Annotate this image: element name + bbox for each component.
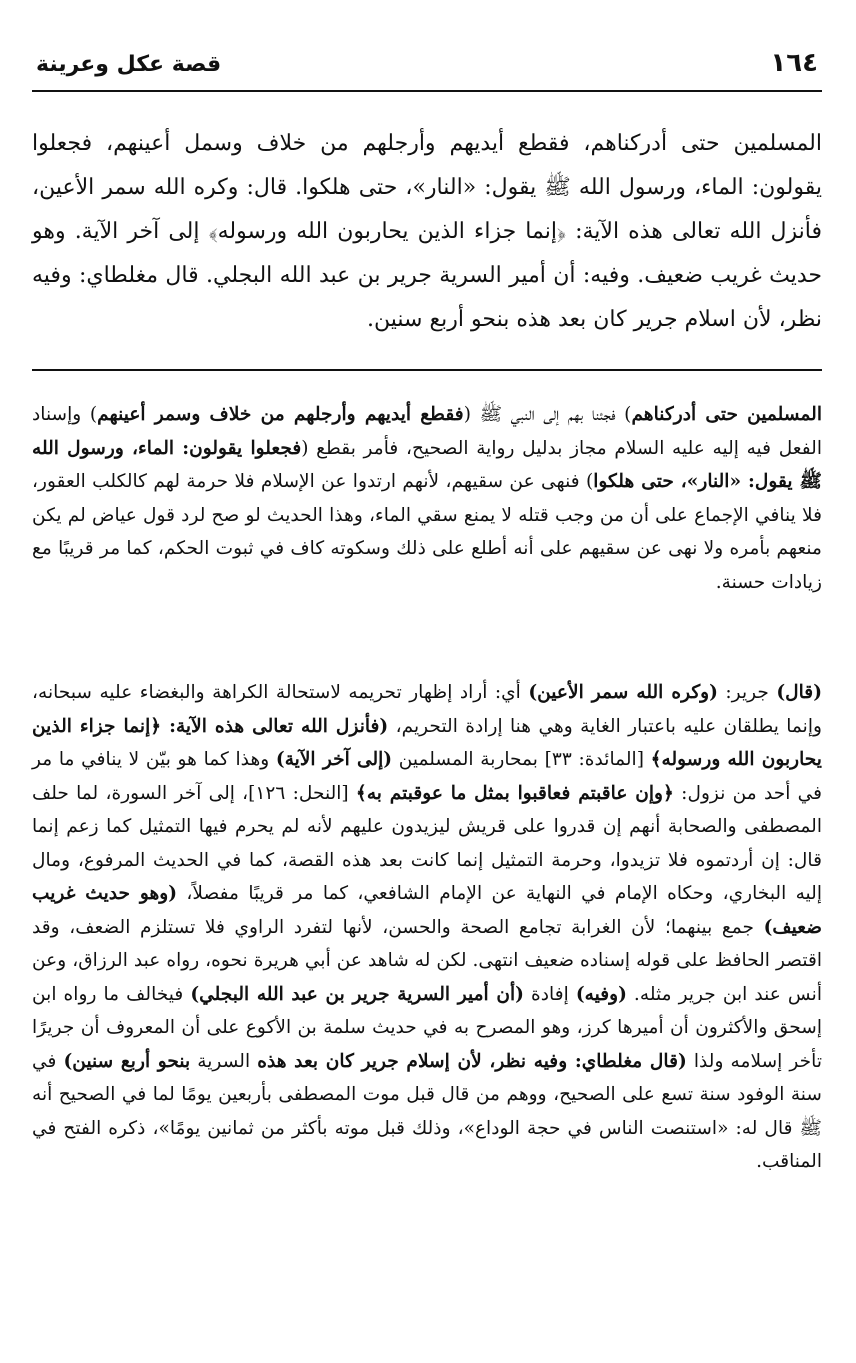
commentary-text: ) وإسناد الفعل فيه إليه عليه السلام مجاز بدليل رواية الصحيح، فأمر بقطع (	[32, 404, 822, 459]
quoted-text: ﴿وإن عاقبتم فعاقبوا بمثل ما عوقبتم به﴾	[355, 782, 674, 804]
quoted-text: (وفيه)	[575, 983, 627, 1005]
running-title: قصة عكل وعرينة	[36, 52, 222, 77]
commentary-text: أي: أراد إظهار تحريمه لاستحالة الكراهة والبغضاء عليه سبحانه، وإنما يطلقان عليه باعتبار الغاية وهي هنا إرادة التحريم،	[32, 682, 822, 737]
quoted-text: (إلى آخر الآية)	[275, 749, 393, 770]
quoted-text: (فأنزل الله تعالى هذه الآية: ﴿إنما جزاء الذين يحاربون الله ورسوله﴾	[32, 715, 822, 770]
commentary-text: [النحل: ١٢٦]، إلى آخر السورة، لما حلف المصطفى والصحابة أنهم إن قدروا على قريش ليزيدون عليهم لأنه لم يحرم فيها التمثيل كما زعم إنما قال: إن أردتموه فلا تزيدوا، وحرمة التمثيل إنما كانت بعد هذه القصة، كما في الحديث المرفوع، ومال إليه البخاري، وحكاه الإمام في النهاية عن الإمام الشافعي، كما مر قريبًا مفصلاً،	[32, 782, 822, 904]
commentary-text: السرية	[190, 1050, 258, 1072]
commentary-text: فيخالف ما رواه ابن إسحق والأكثرون أن أميرها كرز، وهو المصرح به في حديث سلمة بن الأكوع على أن المعروف أن جريرًا تأخر إسلامه ولذا	[32, 983, 823, 1072]
page-header	[32, 44, 822, 92]
commentary-text: وهذا كما هو بيّن لا ينافي ما مر في أحد من نزول:	[32, 749, 822, 804]
quoted-text: (وهو حديث غريب ضعيف)	[32, 883, 822, 938]
commentary-paragraph-2	[32, 676, 822, 1179]
quoted-text: فقطع أيديهم وأرجلهم من خلاف وسمر أعينهم	[97, 404, 464, 425]
quoted-text: (وكره الله سمر الأعين)	[528, 682, 718, 703]
commentary-text: إفادة	[523, 983, 576, 1005]
quoted-text: (قال)	[776, 682, 822, 703]
commentary-text: [المائدة: ٣٣] بمحاربة المسلمين	[392, 749, 651, 770]
commentary-text: ) فجئنا بهم إلى النبي ﷺ (	[463, 404, 632, 425]
quoted-text: بنحو أربع سنين)	[63, 1050, 191, 1072]
commentary-text: جرير:	[717, 682, 777, 703]
main-hadith-text: المسلمين حتى أدركناهم، فقطع أيديهم وأرجلهم من خلاف وسمل أعينهم، فجعلوا يقولون: الماء، ورسول الله ﷺ يقول: «النار»، حتى هلكوا. قال: وكره الله سمر الأعين، فأنزل الله تعالى هذه الآية: ﴿إنما جزاء الذين يحاربون الله ورسوله﴾ إلى آخر الآية. وهو حديث غريب ضعيف. وفيه: أن أمير السرية جرير بن عبد الله البجلي. قال مغلطاي: وفيه نظر، لأن اسلام جرير كان بعد هذه بنحو أربع سنين.	[32, 131, 822, 332]
quoted-text: المسلمين حتى أدركناهم	[631, 404, 822, 425]
commentary-text: في سنة الوفود سنة تسع على الصحيح، ووهم من قال قبل موت المصطفى بأربعين يومًا لما في الصحيح أنه ﷺ قال له: «استنصت الناس في حجة الوداع»، وذلك قبل موته بأكثر من ثمانين يومًا»، ذكره الفتح في المناقب.	[32, 1050, 822, 1172]
quoted-text: فجعلوا يقولون: الماء، ورسول الله ﷺ يقول: «النار»، حتى هلكوا	[32, 437, 822, 492]
quoted-text: (أن أمير السرية جرير بن عبد الله البجلي)	[190, 983, 524, 1005]
page-number: ١٦٤	[770, 48, 818, 78]
commentary-text: ) فنهى عن سقيهم، لأنهم ارتدوا عن الإسلام فلا حرمة لهم كالكلب العقور، فلا ينافي الإجماع على أن من وجب قتله لا يمنع سقي الماء، وهذا الحديث لو صح لرد قول عياض لم يكن منعهم بأمره ولا نهى عن سقيهم على أنه أطلع على ذلك وسكوته كاف في ثبوت الحكم، كما مر قريبًا مع زيادات حسنة.	[32, 471, 822, 593]
commentary-paragraph-1	[32, 398, 822, 599]
separator-line	[32, 369, 822, 371]
commentary-text: جمع بينهما؛ لأن الغرابة تجامع الصحة والحسن، لأنها لتفرد الراوي فلا تستلزم الضعف، وقد اقتصر الحافظ على قوله إسناده ضعيف انتهى. لكن له شاهد عن أبي هريرة نحوه، رواه عبد الرزاق، وعن أنس عند ابن جرير مثله.	[32, 916, 822, 1005]
quoted-text: (قال مغلطاي: وفيه نظر، لأن إسلام جرير كان بعد هذه	[257, 1050, 687, 1072]
